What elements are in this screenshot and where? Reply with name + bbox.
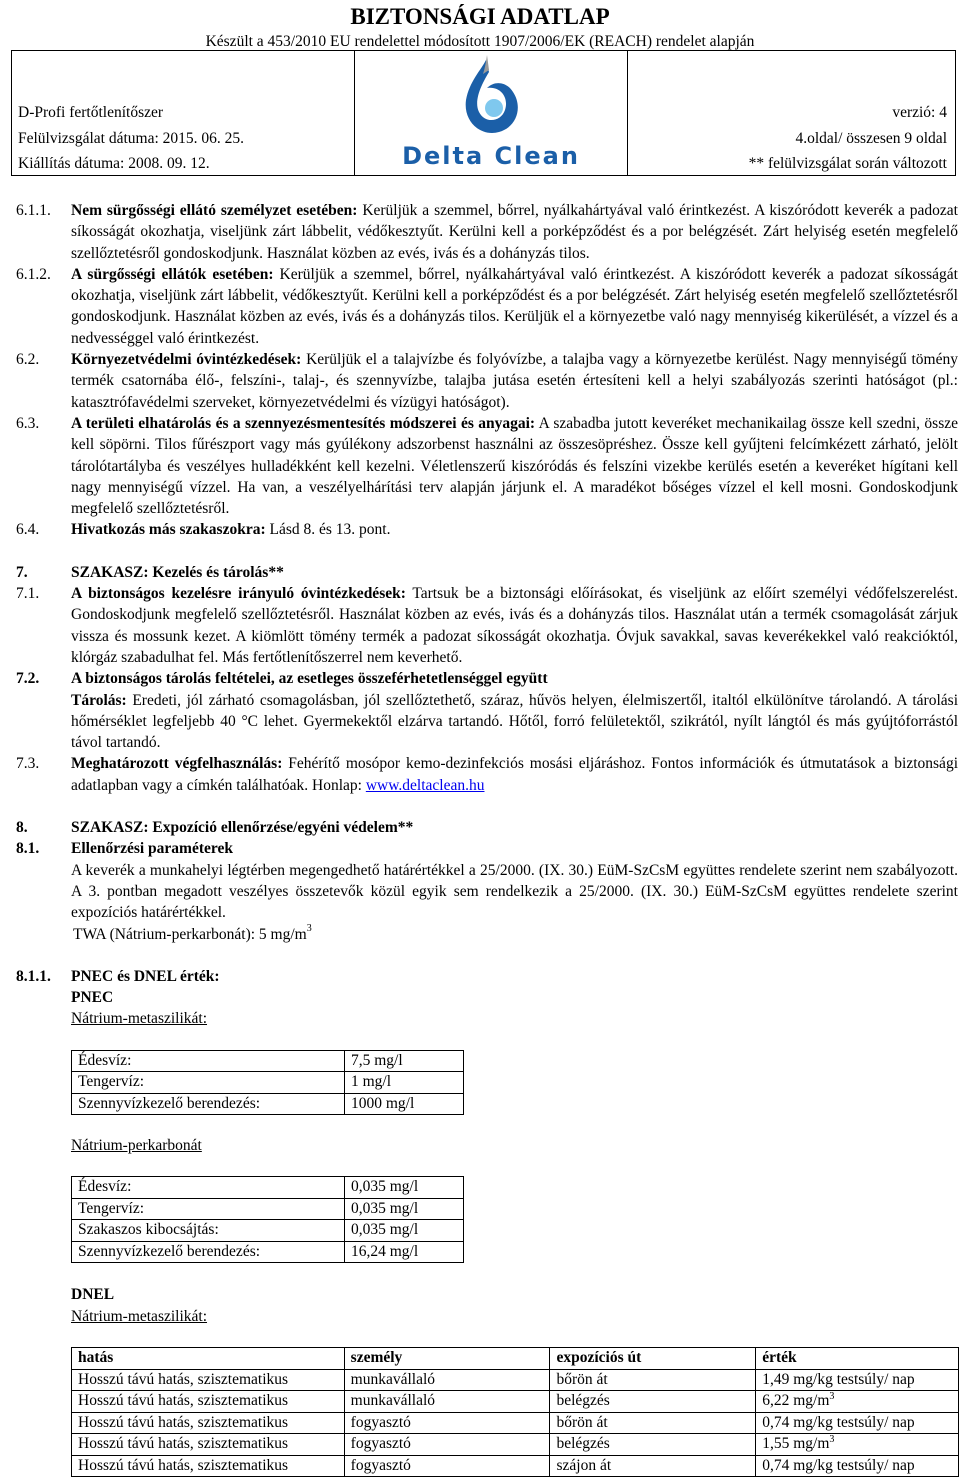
section-number: 8. <box>16 819 28 837</box>
section-title: PNEC és DNEL érték: <box>71 967 220 985</box>
header-right-cell <box>628 51 956 176</box>
route-cell: belégzés <box>550 1391 756 1413</box>
document-subtitle: Készült a 453/2010 EU rendelettel módosított 1907/2006/EK (REACH) rendelet alapján <box>205 33 755 50</box>
section-title: A biztonságos tárolás feltételei, az esetleges összeférhetetlenséggel együtt <box>71 670 548 688</box>
page-number: 4.oldal/ összesen 9 oldal <box>795 130 947 147</box>
section-8-1 <box>16 860 958 924</box>
section-7-heading <box>16 562 958 583</box>
section-text: Tartsuk be a biztonsági előírásokat, és viseljünk az előírt személyi védőfelszerelést. Gondoskodjunk megfelelő szellőztetésről. Használat közben az evés, ivás és a dohányzás tilos. Használat után a termék csomagolását zárjuk vissza és mossunk kezet. A kiömlött tömény termék a padozat síkosságát okozhatja. Óvjuk savakkal, savas keverékekkel való reakcióktól, klórgáz szabadulhat fel. Más fertőtlenítőszerrel nem keverhető. <box>71 585 958 666</box>
value-cell: 1,49 mg/kg testsúly/ nap <box>756 1369 959 1391</box>
issue-date: Kiállítás dátuma: 2008. 09. 12. <box>18 155 210 172</box>
effect-cell: Hosszú távú hatás, szisztematikus <box>72 1391 345 1413</box>
table-row <box>72 1050 464 1072</box>
route-cell: bőrön át <box>550 1369 756 1391</box>
section-heading: A területi elhatárolás és a szennyezésmentesítés módszerei és anyagai: <box>71 414 536 432</box>
header-left-cell <box>12 51 355 176</box>
section-7-3 <box>16 753 958 796</box>
logo-drop-icon <box>466 60 518 133</box>
header-cell: hatás <box>72 1348 345 1370</box>
superscript: 3 <box>829 1391 835 1403</box>
section-number: 7.2. <box>16 670 40 688</box>
section-7-2-heading <box>16 668 958 689</box>
parameter-cell: Szennyvízkezelő berendezés: <box>72 1093 345 1115</box>
section-text: Fehérítő mosópor kemo-dezinfekciós mosási eljáráshoz. Fontos információk és útmutatások a biztonsági adatlapban vagy a címkén találhatóak. Honlap: <box>71 755 958 794</box>
superscript: 3 <box>829 1434 835 1446</box>
section-title: SZAKASZ: Expozíció ellenőrzése/egyéni védelem** <box>71 819 414 837</box>
website-link[interactable]: www.deltaclean.hu <box>365 776 485 794</box>
section-number: 7.1. <box>16 585 40 603</box>
superscript: 3 <box>306 922 312 934</box>
value-cell: 0,74 mg/kg testsúly/ nap <box>756 1412 959 1434</box>
parameter-cell: Tengervíz: <box>72 1198 345 1220</box>
value-cell: 0,74 mg/kg testsúly/ nap <box>756 1455 959 1477</box>
section-text: A szabadba jutott keveréket mechanikailag össze kell szedni, össze kell söpörni. Tilos fűrészport vagy más gyúlékony adszorbenst használni az összesöpréshez. Össze kell gyűjteni felcímkézett zárható, jelölt tárolótartályba és veszélyes hulladékként kell kezelni. Véletlenszerű kiszóródás és felszíni vizekbe kerülés esetén a keveréket hígítani kell nagy mennyiségű vízzel. Ha van, a veszélyelhárítási terv alapján járjunk el. A maradékot bőséges vízzel el kell mosni. Gondoskodjunk megfelelő szellőztetésről. <box>71 414 959 518</box>
section-7-1 <box>16 583 958 668</box>
table-row <box>72 1369 959 1391</box>
review-date: Felülvizsgálat dátuma: 2015. 06. 25. <box>18 130 245 147</box>
section-text: Kerüljük el a talajvízbe és folyóvízbe, a talajba vagy a környezetbe kerülést. Nagy mennyiségű tömény termék csatornába élő-, felszíni-, talaj-, és szennyvízbe, talajba jutása esetén értesíteni kell a helyi szabályozás szerinti hatóságot (pl.: katasztrófavédelmi szerveket, környezetvédelmi és vízügyi hatóságot). <box>71 351 958 411</box>
section-heading: A sürgősségi ellátók esetében: <box>71 265 274 283</box>
table-row <box>72 1093 464 1115</box>
pnec-metasilicate-table <box>71 1050 464 1116</box>
pnec-percarbonate-table <box>71 1176 464 1263</box>
section-number: 7. <box>16 563 28 581</box>
section-text: A keverék a munkahelyi légtérben megengedhető határértékkel a 25/2000. (IX. 30.) EüM-SzCsM együttes rendelete szerint nem szabályozott. A 3. pontban megadott veszélyes összetevők közül egyik sem rendelkezik a 25/2000. (IX. 30.) EüM-SzCsM együttes rendelete szerint expozíciós határértékkel. <box>71 861 958 922</box>
section-title: SZAKASZ: Kezelés és tárolás** <box>71 563 284 581</box>
dnel-table <box>71 1347 959 1477</box>
logo-circle-icon <box>485 99 503 117</box>
effect-cell: Hosszú távú hatás, szisztematikus <box>72 1412 345 1434</box>
substance-label: Nátrium-perkarbonát <box>71 1137 202 1155</box>
section-8-1-heading <box>16 838 958 859</box>
value-cell: 0,035 mg/l <box>345 1198 464 1220</box>
pnec-sub1 <box>16 1008 958 1029</box>
person-cell: fogyasztó <box>344 1412 550 1434</box>
section-number: 6.1.1. <box>16 202 51 219</box>
parameter-cell: Szakaszos kibocsájtás: <box>72 1220 345 1242</box>
person-cell: fogyasztó <box>344 1434 550 1456</box>
header-table <box>11 50 956 176</box>
section-8-1-1-heading <box>16 966 958 987</box>
section-heading: Nem sürgősségi ellátó személyzet esetében: <box>71 202 358 219</box>
dnel-label: DNEL <box>71 1286 115 1304</box>
section-6-1-1 <box>16 200 958 264</box>
table-row <box>72 1391 959 1413</box>
pnec-heading <box>16 987 958 1008</box>
section-number: 6.1.2. <box>16 265 51 283</box>
value-cell: 6,22 $mg/m^3$ <box>756 1391 959 1413</box>
header-cell: személy <box>344 1348 550 1370</box>
section-8-heading <box>16 817 958 838</box>
logo-cell <box>355 51 628 176</box>
logo-text: Delta Clean <box>402 141 580 170</box>
section-heading: Tárolás: <box>71 691 127 709</box>
section-number: 8.1.1. <box>16 967 51 985</box>
table-row <box>72 1072 464 1094</box>
section-number: 8.1. <box>16 840 40 858</box>
parameter-cell: Tengervíz: <box>72 1072 345 1094</box>
value-cell: 1000 mg/l <box>345 1093 464 1115</box>
table-header-row <box>72 1348 959 1370</box>
changed-note: ** felülvizsgálat során változott <box>748 155 947 172</box>
table-row <box>72 1177 464 1199</box>
section-text: Kerüljük a szemmel, bőrrel, nyálkahártyával való érintkezést. A kiszóródott keverék a padozat síkosságát okozhatja, viseljünk zárt lábbelit, védőkesztyűt. Kerülni kell a porképződést és a por belégzését. Zárt helyiség esetén megfelelő szellőztetésről gondoskodjunk. Használat közben az evés, ivás és a dohányzás tilos. <box>71 202 958 262</box>
dnel-heading <box>16 1284 958 1305</box>
value-cell: 0,035 mg/l <box>345 1177 464 1199</box>
table-row <box>72 1434 959 1456</box>
section-6-4 <box>16 519 958 540</box>
section-number: 6.3. <box>16 414 40 432</box>
header-cell: expozíciós út <box>550 1348 756 1370</box>
section-number: 7.3. <box>16 755 40 773</box>
section-text: Eredeti, jól zárható csomagolásban, jól szellőztethető, száraz, hűvös helyen, élelmiszertől, italtól elkülönítve tárolandó. A tárolási hőmérséklet legfeljebb 40 °C lehet. Gyermekektől elzárva tartandó. Hőtől, forró felületektől, szikrától, nyílt lángtól és más gyújtóforrástól távol tartandó. <box>71 691 958 752</box>
dnel-sub <box>16 1306 958 1327</box>
section-heading: A biztonságos kezelésre irányuló óvintézkedések: <box>71 585 406 603</box>
value-cell: 1,55 $mg/m^3$ <box>756 1434 959 1456</box>
section-text: Lásd 8. és 13. pont. <box>265 521 391 539</box>
effect-cell: Hosszú távú hatás, szisztematikus <box>72 1369 345 1391</box>
person-cell: munkavállaló <box>344 1391 550 1413</box>
product-name: D-Profi fertőtlenítőszer <box>18 104 164 121</box>
section-6-3 <box>16 413 958 519</box>
route-cell: bőrön át <box>550 1412 756 1434</box>
header-cell: érték <box>756 1348 959 1370</box>
section-heading: Hivatkozás más szakaszokra: <box>71 521 266 539</box>
person-cell: munkavállaló <box>344 1369 550 1391</box>
value-cell: 16,24 mg/l <box>345 1241 464 1263</box>
value-cell: 0,035 mg/l <box>345 1220 464 1242</box>
parameter-cell: Szennyvízkezelő berendezés: <box>72 1241 345 1263</box>
section-heading: Meghatározott végfelhasználás: <box>71 755 283 773</box>
section-number: 6.2. <box>16 351 40 369</box>
version: verzió: 4 <box>892 104 947 121</box>
table-row <box>72 1455 959 1477</box>
person-cell: fogyasztó <box>344 1455 550 1477</box>
table-row <box>72 1412 959 1434</box>
route-cell: szájon át <box>550 1455 756 1477</box>
section-number: 6.4. <box>16 521 40 539</box>
value-cell: 1 mg/l <box>345 1072 464 1094</box>
pnec-sub2 <box>16 1135 958 1156</box>
section-6-1-2 <box>16 264 958 349</box>
substance-label: Nátrium-metaszilikát: <box>71 1010 208 1028</box>
section-7-2 <box>16 690 958 754</box>
table-row <box>72 1198 464 1220</box>
twa-value: TWA (Nátrium-perkarbonát): 5 mg/m <box>73 925 307 943</box>
table-row <box>72 1241 464 1263</box>
section-heading: Környezetvédelmi óvintézkedések: <box>71 351 302 369</box>
document-body <box>16 200 958 1477</box>
pnec-label: PNEC <box>71 989 114 1007</box>
substance-label: Nátrium-metaszilikát: <box>71 1307 208 1325</box>
delta-clean-logo <box>391 52 591 170</box>
parameter-cell: Édesvíz: <box>72 1177 345 1199</box>
document-title: BIZTONSÁGI ADATLAP <box>350 4 610 29</box>
section-title: Ellenőrzési paraméterek <box>71 840 233 858</box>
section-text: Kerüljük a szemmel, bőrrel, nyálkahártyával való érintkezést. A kiszóródott keverék a padozat síkosságát okozhatja, viseljünk zárt lábbelit, védőkesztyűt. Kerülni kell a porképződést és a por belégzését. Zárt helyiség esetén megfelelő szellőztetésről gondoskodjunk. Használat közben az evés, ivás és a dohányzás tilos. Kerüljük el a környezetbe való nagy mennyiség kikerülését, a vízzel és a nedvességgel való érintkezést. <box>71 265 958 347</box>
effect-cell: Hosszú távú hatás, szisztematikus <box>72 1455 345 1477</box>
route-cell: belégzés <box>550 1434 756 1456</box>
section-6-2 <box>16 349 958 413</box>
value-cell: 7,5 mg/l <box>345 1050 464 1072</box>
effect-cell: Hosszú távú hatás, szisztematikus <box>72 1434 345 1456</box>
table-row <box>72 1220 464 1242</box>
twa-line <box>16 924 958 945</box>
parameter-cell: Édesvíz: <box>72 1050 345 1072</box>
